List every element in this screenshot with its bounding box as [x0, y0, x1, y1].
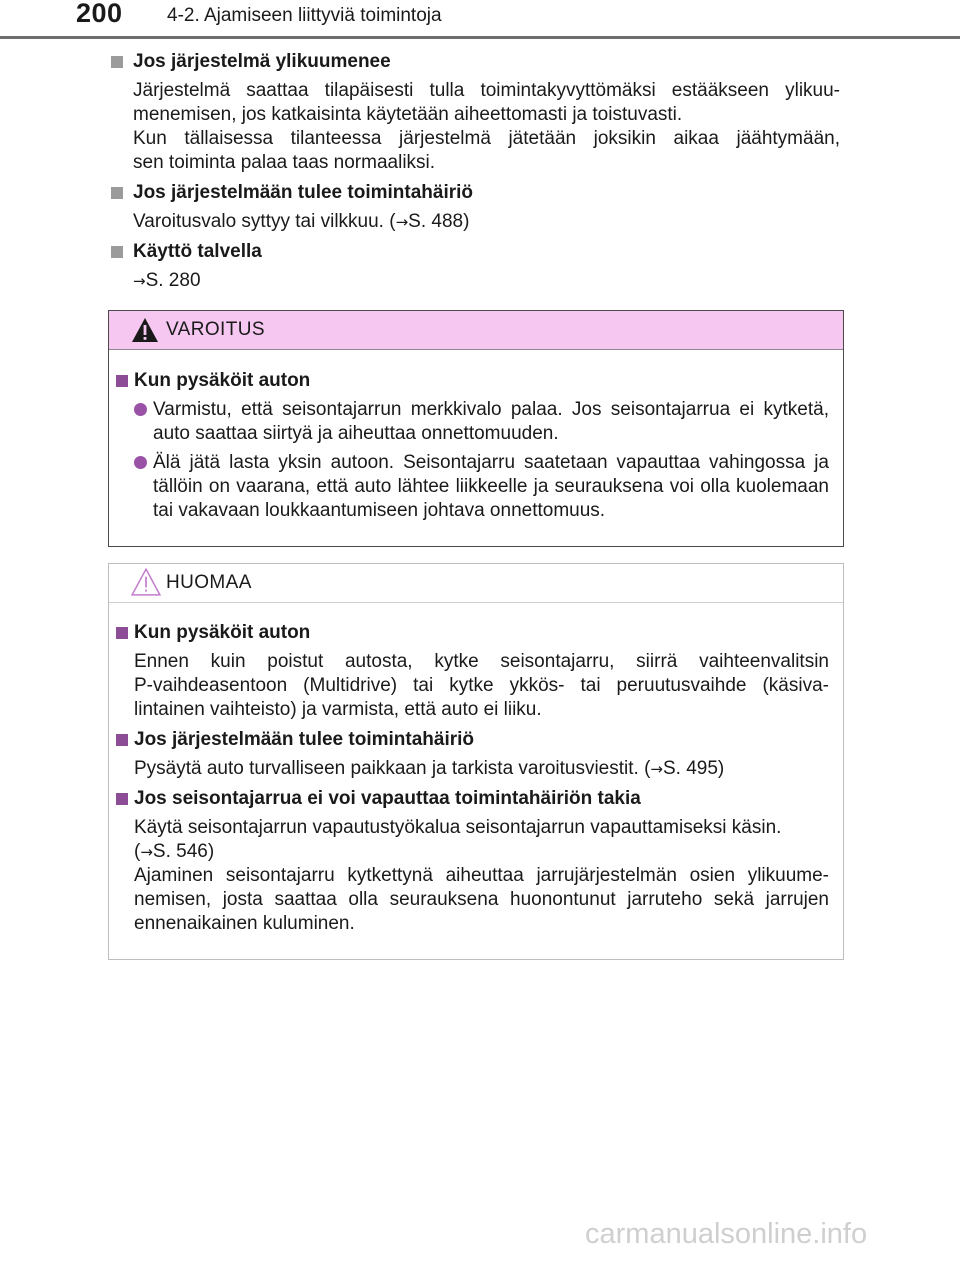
body-line: Ennen kuin poistut autosta, kytke seisontajarru, siirrä vaihteenvalitsin	[134, 651, 829, 672]
warning-bullet	[116, 398, 829, 446]
body-text: )	[463, 211, 470, 232]
section-body	[133, 269, 840, 293]
notice-item-text	[134, 757, 829, 781]
section-heading-text: Käyttö talvella	[133, 241, 262, 262]
square-bullet-icon	[111, 246, 123, 258]
bullet-text: Älä jätä lasta yksin autoon. Seisontajarru saatetaan vapauttaa vahingossa ja tällöin on vaarana, että auto lähtee liikkeelle ja seurauksena voi olla kuolemaan tai vakavaan loukkaantumiseen johtava onnettomuus.	[153, 452, 829, 521]
body-line	[134, 840, 829, 864]
header-divider	[0, 36, 960, 39]
section-overheat	[107, 50, 840, 175]
section-malfunction	[107, 181, 840, 234]
section-body	[133, 210, 840, 234]
body-text: Varoitusvalo syttyy tai vilkkuu. (	[133, 211, 396, 232]
body-line: nemisen, josta saattaa olla seurauksena huonontunut jarruteho sekä jarrujen	[134, 889, 829, 910]
body-line: Ajaminen seisontajarru kytkettynä aiheuttaa jarrujärjestelmän osien ylikuume-	[134, 865, 829, 886]
box-subheading-text: Kun pysäköit auton	[134, 370, 311, 391]
page-reference[interactable]: S. 280	[145, 270, 201, 291]
square-bullet-icon	[116, 375, 128, 387]
body-line: Käytä seisontajarrun vapautustyökalua seisontajarrun vapauttamiseksi käsin.	[134, 817, 782, 838]
warning-box-title: VAROITUS	[166, 319, 265, 340]
caution-triangle-icon	[131, 567, 161, 597]
arrow-right-icon: →	[140, 843, 153, 861]
page-header	[0, 0, 960, 40]
notice-item-text	[134, 650, 829, 722]
box-subheading	[116, 369, 829, 393]
notice-box-header	[109, 564, 843, 603]
box-subheading-text: Jos seisontajarrua ei voi vapauttaa toimintahäiriön takia	[134, 788, 641, 809]
warning-bullet	[116, 451, 829, 523]
circle-bullet-icon	[134, 403, 147, 416]
arrow-right-icon: →	[650, 760, 663, 778]
section-winter	[107, 240, 840, 293]
section-heading	[107, 240, 840, 264]
warning-box	[108, 310, 844, 547]
section-heading	[107, 181, 840, 205]
section-heading	[107, 50, 840, 74]
square-bullet-icon	[116, 793, 128, 805]
square-bullet-icon	[111, 187, 123, 199]
page-reference[interactable]: S. 488	[408, 211, 464, 232]
page-reference[interactable]: S. 546	[152, 841, 208, 862]
box-subheading	[116, 621, 829, 645]
notice-box-title: HUOMAA	[166, 572, 252, 593]
square-bullet-icon	[111, 56, 123, 68]
box-subheading-text: Kun pysäköit auton	[134, 622, 311, 643]
square-bullet-icon	[116, 734, 128, 746]
section-heading-text: Jos järjestelmään tulee toimintahäiriö	[133, 182, 473, 203]
watermark: carmanualsonline.info	[585, 1218, 868, 1250]
section-title: 4-2. Ajamiseen liittyviä toimintoja	[167, 5, 442, 26]
notice-box-body	[109, 603, 843, 936]
notice-item-text	[134, 816, 829, 936]
body-text: (	[134, 841, 141, 862]
bullet-text: Varmistu, että seisontajarrun merkkivalo palaa. Jos seisontajarrua ei kytketä, auto saattaa siirtyä ja aiheuttaa onnettomuuden.	[153, 399, 829, 444]
body-line: sen toiminta palaa taas normaaliksi.	[133, 152, 436, 173]
section-heading-text: Jos järjestelmä ylikuumenee	[133, 51, 391, 72]
body-text: )	[207, 841, 215, 862]
page-reference[interactable]: S. 495	[662, 758, 718, 779]
body-line: menemisen, jos katkaisinta käytetään aiheettomasti ja toistuvasti.	[133, 104, 683, 125]
box-subheading	[116, 787, 829, 811]
body-line: P-vaihdeasentoon (Multidrive) tai kytke ykkös- tai peruutusvaihde (käsiva-	[134, 675, 829, 696]
arrow-right-icon: →	[133, 272, 146, 290]
box-subheading	[116, 728, 829, 752]
box-subheading-text: Jos järjestelmään tulee toimintahäiriö	[134, 729, 474, 750]
notice-box	[108, 563, 844, 960]
arrow-right-icon: →	[395, 213, 409, 231]
warning-box-header	[109, 311, 843, 350]
warning-box-body	[109, 350, 843, 523]
body-text: )	[717, 758, 725, 779]
page-number: 200	[76, 0, 123, 28]
circle-bullet-icon	[134, 456, 147, 469]
warning-triangle-icon	[131, 317, 159, 343]
square-bullet-icon	[116, 627, 128, 639]
body-line: Järjestelmä saattaa tilapäisesti tulla toimintakyvyttömäksi estääkseen ylikuu-	[133, 80, 840, 101]
section-body	[133, 79, 840, 175]
body-line: ennenaikainen kuluminen.	[134, 913, 355, 934]
body-line: lintainen vaihteisto) ja varmista, että auto ei liiku.	[134, 699, 542, 720]
body-line: Kun tällaisessa tilanteessa järjestelmä jätetään joksikin aikaa jäähtymään,	[133, 128, 840, 149]
body-text: Pysäytä auto turvalliseen paikkaan ja tarkista varoitusviestit. (	[134, 758, 651, 779]
